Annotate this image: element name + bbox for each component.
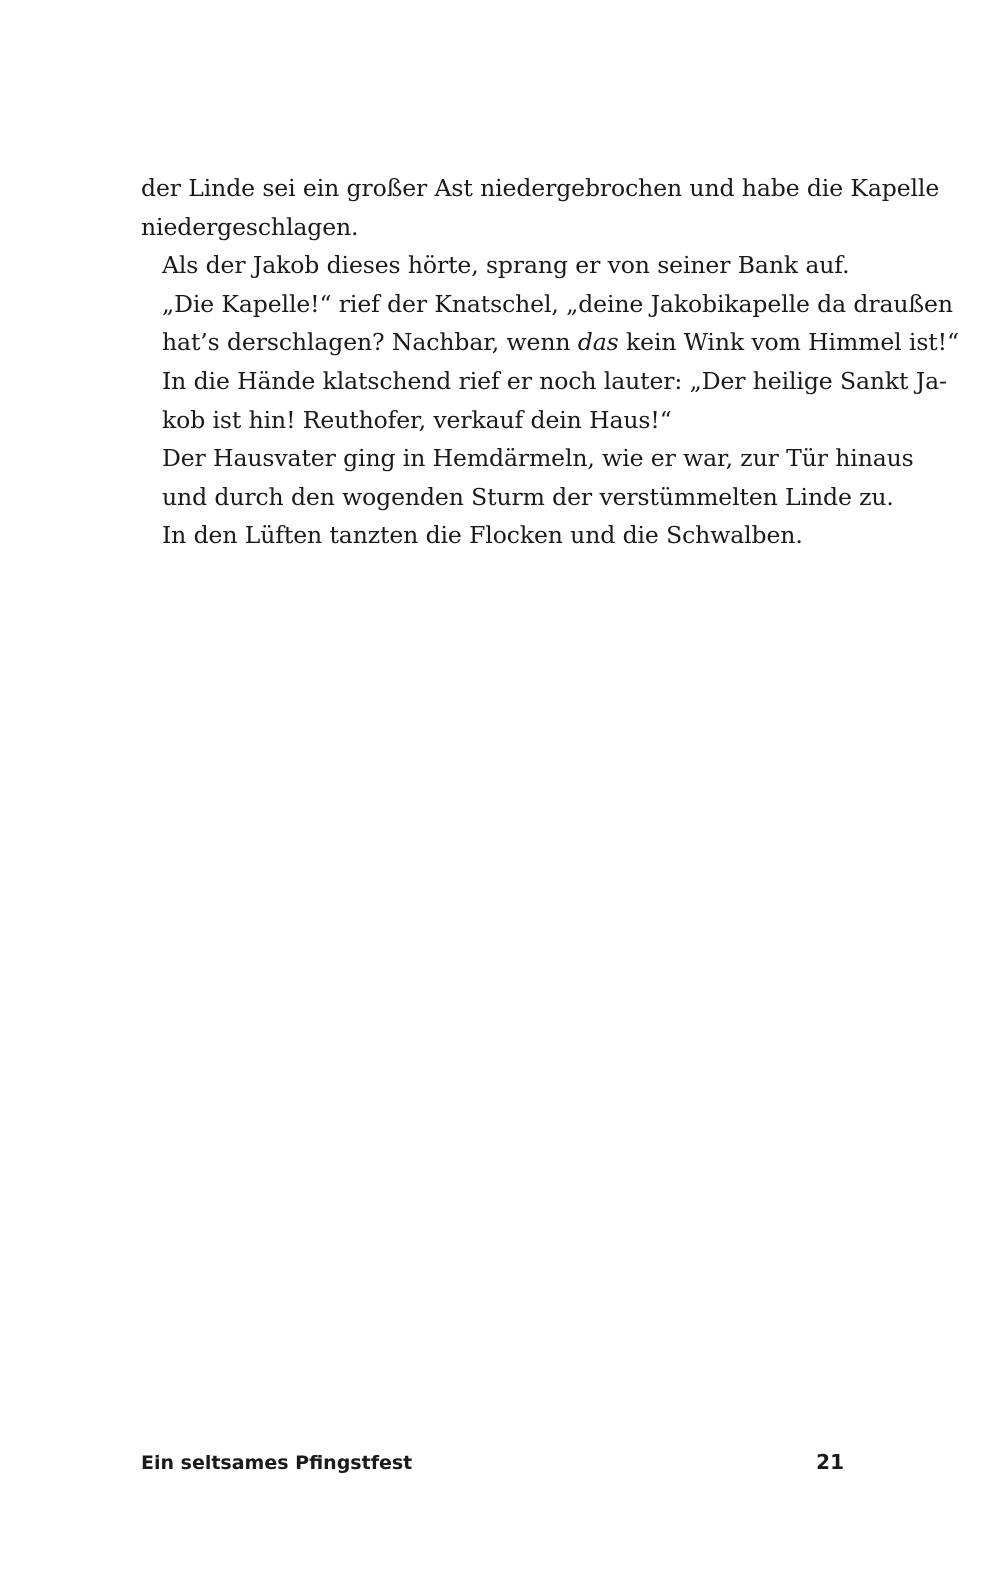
paragraph-5 bbox=[141, 516, 844, 555]
text-segment: hat’s derschlagen? Nachbar, wenn bbox=[162, 328, 578, 357]
text-line: In die Hände klatschend rief er noch lauter: „Der heilige Sankt Ja- bbox=[162, 366, 947, 395]
paragraph-3 bbox=[141, 285, 959, 439]
text-line: „Die Kapelle!“ rief der Knatschel, „deine Jakobikapelle da draußen bbox=[162, 289, 953, 318]
running-footer-title: Ein seltsames Pfingstfest bbox=[141, 1452, 413, 1474]
body-text bbox=[141, 169, 959, 555]
paragraph-2 bbox=[141, 246, 850, 285]
emphasis-word: das bbox=[577, 328, 619, 357]
text-line: und durch den wogenden Sturm der verstümmelten Linde zu. bbox=[162, 482, 894, 511]
text-segment: kein Wink vom Himmel ist!“ bbox=[618, 328, 959, 357]
text-line bbox=[141, 323, 959, 362]
paragraph-4 bbox=[141, 439, 914, 516]
text-line: Als der Jakob dieses hörte, sprang er von seiner Bank auf. bbox=[162, 251, 850, 280]
text-line: kob ist hin! Reuthofer, verkauf dein Haus!“ bbox=[162, 405, 672, 434]
text-line: der Linde sei ein großer Ast niedergebrochen und habe die Kapelle bbox=[141, 174, 940, 202]
page-number: 21 bbox=[816, 1450, 844, 1474]
text-line: Der Hausvater ging in Hemdärmeln, wie er war, zur Tür hinaus bbox=[162, 444, 914, 473]
paragraph-1 bbox=[141, 169, 940, 246]
text-line: niedergeschlagen. bbox=[141, 212, 359, 241]
page-footer bbox=[141, 1450, 844, 1474]
text-line: In den Lüften tanzten die Flocken und die Schwalben. bbox=[162, 521, 803, 550]
